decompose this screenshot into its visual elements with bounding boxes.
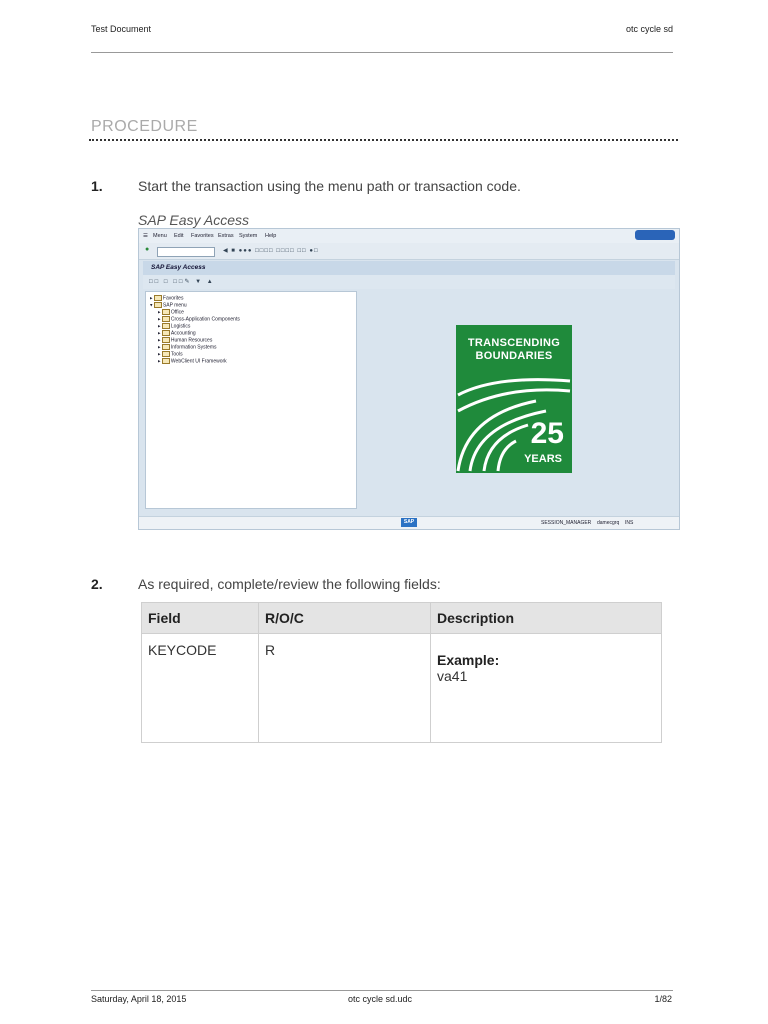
table-row xyxy=(142,634,662,743)
example-label: Example: xyxy=(437,652,500,668)
column-header-field: Field xyxy=(142,603,259,634)
menu-item: System xyxy=(239,233,258,239)
header-divider xyxy=(91,52,673,53)
menu-item: Edit xyxy=(174,233,184,239)
menu-item: Help xyxy=(265,233,277,239)
tree-node: ▸ WebClient UI Framework xyxy=(158,358,227,365)
screenshot-caption: SAP Easy Access xyxy=(138,212,250,228)
session-label: SESSION_MANAGER xyxy=(541,520,592,526)
tree-node-sap-menu: ▾ SAP menu xyxy=(150,302,187,309)
column-header-description: Description xyxy=(431,603,662,634)
roc-cell: R xyxy=(259,634,431,743)
sap-toolbar xyxy=(139,243,679,260)
tree-node: ▸ Logistics xyxy=(158,323,191,330)
document-subject: otc cycle sd xyxy=(625,24,673,34)
footer-filename: otc cycle sd.udc xyxy=(348,994,413,1004)
menu-icon: ☰ xyxy=(143,233,148,239)
enter-icon: ● xyxy=(145,246,150,253)
system-label: damecgrq xyxy=(597,520,620,526)
field-cell: KEYCODE xyxy=(142,634,259,743)
tree-node: ▸ Office xyxy=(158,309,184,316)
step-number: 2. xyxy=(91,576,103,592)
example-value: va41 xyxy=(437,668,468,684)
command-field xyxy=(157,247,215,257)
step-text: Start the transaction using the menu path or transaction code. xyxy=(138,178,521,194)
section-divider xyxy=(89,139,678,141)
sap-screen-title: SAP Easy Access xyxy=(151,264,206,271)
anniversary-logo xyxy=(456,325,572,473)
menu-item: Menu xyxy=(153,233,167,239)
tree-node: ▸ Cross-Application Components xyxy=(158,316,240,323)
tree-node: ▸ Human Resources xyxy=(158,337,213,344)
footer-date: Saturday, April 18, 2015 xyxy=(91,994,187,1004)
sap-application-toolbar xyxy=(143,275,675,289)
logo-text: TRANSCENDING xyxy=(467,337,561,349)
page-number: 1/82 xyxy=(654,994,672,1004)
tree-node-favorites: ▸ Favorites xyxy=(150,295,184,302)
logo-text: BOUNDARIES xyxy=(475,350,553,362)
logo-text: YEARS xyxy=(524,453,562,465)
step-number: 1. xyxy=(91,178,103,194)
menu-item: Favorites xyxy=(191,233,214,239)
table-header-row xyxy=(142,603,662,634)
sap-menu-bar xyxy=(139,229,679,243)
description-cell xyxy=(431,634,662,743)
logo-number: 25 xyxy=(530,417,564,450)
sap-logo: SAP xyxy=(401,518,417,527)
toolbar-icons: ◀ ■ ●●● □□□□ □□□□ □□ ●□ xyxy=(223,248,319,254)
sap-menu-tree xyxy=(145,291,357,509)
menu-item: Extras xyxy=(218,233,234,239)
sap-title-bar xyxy=(143,261,675,275)
column-header-roc: R/O/C xyxy=(259,603,431,634)
client-label: INS xyxy=(625,520,634,526)
tree-node: ▸ Accounting xyxy=(158,330,196,337)
app-toolbar-icons: □□ □ □□✎ ▼ ▲ xyxy=(149,279,215,285)
section-title: PROCEDURE xyxy=(91,118,198,135)
sap-screenshot xyxy=(138,228,680,530)
document-title: Test Document xyxy=(91,24,152,34)
fields-table xyxy=(141,602,662,743)
step-text: As required, complete/review the following fields: xyxy=(138,576,441,592)
footer-divider xyxy=(91,990,673,991)
window-controls xyxy=(635,230,675,240)
tree-node: ▸ Tools xyxy=(158,351,183,358)
sap-status-bar xyxy=(139,516,679,529)
tree-node: ▸ Information Systems xyxy=(158,344,217,351)
